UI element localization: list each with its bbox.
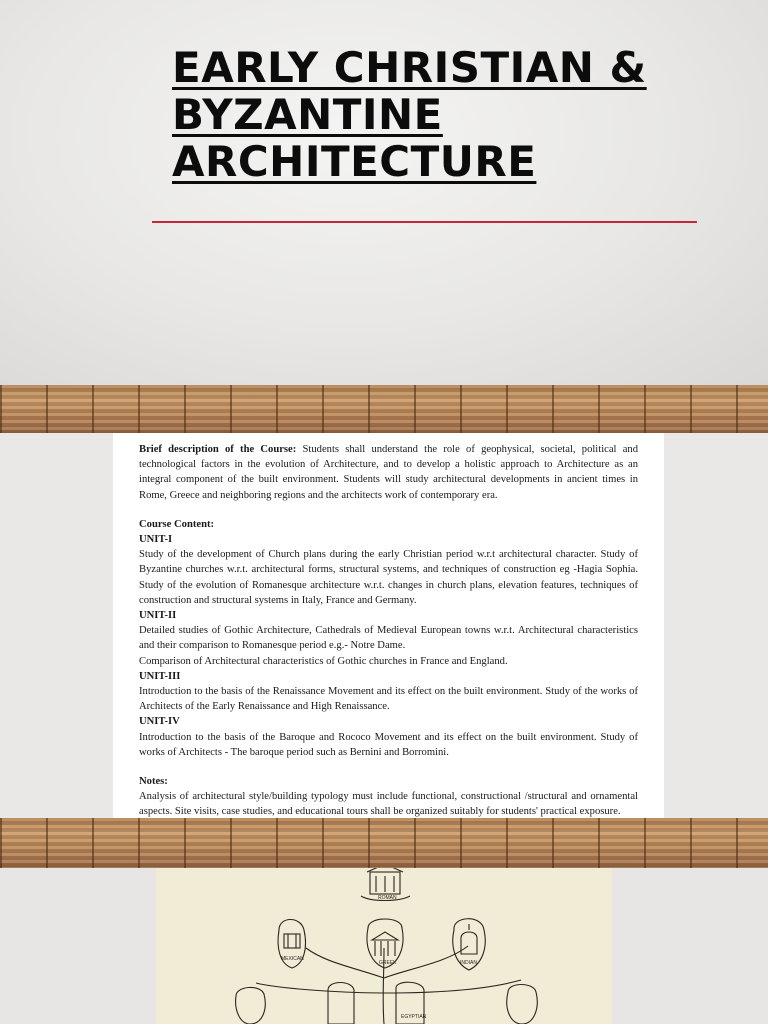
label-indian: INDIAN bbox=[460, 960, 477, 966]
brief-text: Students shall understand the role of geophysical, societal, political and technological factors in the evolution of Architecture, and to develop a holistic approach to Architecture as an integral component of the built environment. Students will study architectural developments in ancient times in Rome, Greece and neighboring regions and the architects work of contemporary era. bbox=[139, 444, 639, 501]
label-roman: ROMAN bbox=[378, 895, 397, 901]
notes-text: Analysis of architectural style/building typology must include functional, constructional /structural and ornamental aspects. Site visits, case studies, and educational tours shall be organized suitably for students' practical exposure. bbox=[139, 791, 638, 818]
unit-2-heading: UNIT-II bbox=[139, 610, 177, 622]
unit-2-text-2: Comparison of Architectural characteristics of Gothic churches in France and England. bbox=[139, 655, 508, 667]
wood-floor-band-2 bbox=[0, 818, 768, 868]
notes-label: Notes: bbox=[139, 776, 168, 788]
label-greek: GREEK bbox=[379, 960, 397, 966]
tree-of-architecture-drawing bbox=[156, 868, 612, 1024]
unit-3-heading: UNIT-III bbox=[139, 670, 181, 682]
title-divider bbox=[152, 221, 697, 223]
unit-1-text: Study of the development of Church plans during the early Christian period w.r.t architectural character. Study of Byzantine churches w.r.t. architectural forms, structural systems, and techniques of construction eg -Hagia Sophia. Study of the evolution of Romanesque architecture w.r.t. changes in church plans, elevation features, techniques of construction and structural systems in Italy, France and Germany. bbox=[139, 549, 638, 606]
course-content-label: Course Content: bbox=[139, 518, 215, 530]
title-line-3: ARCHITECTURE bbox=[172, 137, 537, 186]
brief-paragraph bbox=[139, 442, 638, 503]
title-slide bbox=[0, 0, 768, 385]
label-mexican: MEXICAN bbox=[281, 956, 304, 962]
wood-floor-band bbox=[0, 385, 768, 433]
label-egyptian: EGYPTIAN bbox=[401, 1014, 427, 1020]
title-line-1: EARLY CHRISTIAN & bbox=[172, 43, 647, 92]
brief-label: Brief description of the Course: bbox=[139, 444, 297, 455]
slide-title bbox=[172, 44, 732, 185]
unit-1-heading: UNIT-I bbox=[139, 534, 173, 546]
architecture-tree-illustration bbox=[156, 868, 612, 1024]
unit-4-text: Introduction to the basis of the Baroque and Rococo Movement and its effect on the built environment. Study of works of Architects - The baroque period such as Bernini and Borromini. bbox=[139, 731, 638, 758]
course-description-page bbox=[113, 433, 664, 847]
title-line-2: BYZANTINE bbox=[172, 90, 443, 139]
unit-4-heading: UNIT-IV bbox=[139, 716, 180, 728]
unit-3-text: Introduction to the basis of the Renaissance Movement and its effect on the built environment. Study of the works of Architects of the Early Renaissance and High Renaissance. bbox=[139, 686, 638, 713]
unit-2-text: Detailed studies of Gothic Architecture, Cathedrals of Medieval European towns w.r.t. Architectural characteristics and their comparison to Romanesque period e.g.- Notre Dame. bbox=[139, 625, 638, 652]
